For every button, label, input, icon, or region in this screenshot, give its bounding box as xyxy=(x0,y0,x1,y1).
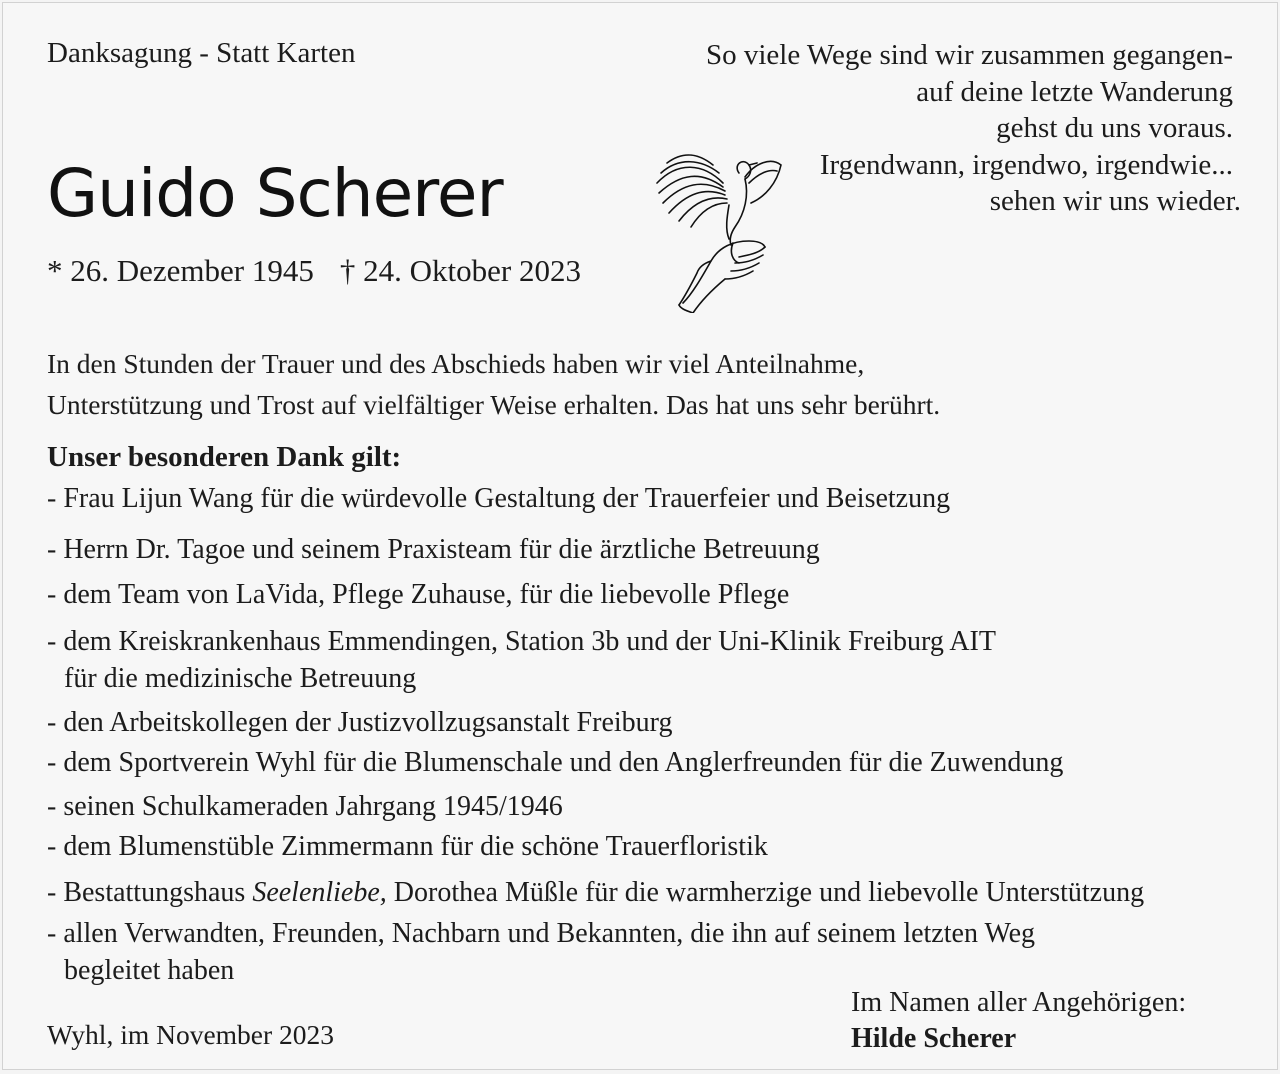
list-item xyxy=(47,534,820,566)
list-item xyxy=(47,623,996,697)
life-dates xyxy=(47,253,581,289)
thanks-heading: Unser besonderen Dank gilt: xyxy=(47,441,402,473)
list-item xyxy=(47,707,672,739)
list-item-text: - dem Team von LaVida, Pflege Zuhause, für die liebevolle Pflege xyxy=(47,579,790,610)
list-item xyxy=(47,915,1035,989)
list-item-continuation: für die medizinische Betreuung xyxy=(64,663,417,694)
poem-line: So viele Wege sind wir zusammen gegangen- xyxy=(705,39,1233,71)
list-item-text: - allen Verwandten, Freunden, Nachbarn und Bekannten, die ihn auf seinem letzten Weg xyxy=(47,918,1036,949)
list-item-continuation: begleitet haben xyxy=(64,955,235,986)
dove-on-hand-icon xyxy=(653,143,783,313)
list-item xyxy=(47,831,768,863)
deceased-name: Guido Scherer xyxy=(47,155,503,232)
poem xyxy=(706,37,1241,220)
on-behalf-line: Im Namen aller Angehörigen: xyxy=(851,987,1187,1018)
list-item-text: - dem Kreiskrankenhaus Emmendingen, Station 3b und der Uni-Klinik Freiburg AIT xyxy=(47,626,996,657)
intro-text xyxy=(47,343,940,425)
list-item-text: - Frau Lijun Wang für die würdevolle Gestaltung der Trauerfeier und Beisetzung xyxy=(47,483,951,514)
list-item xyxy=(47,877,1144,909)
signature-block xyxy=(851,985,1186,1057)
list-item xyxy=(47,579,789,611)
company-name-italic: Seelenliebe, xyxy=(252,877,387,908)
intro-line: In den Stunden der Trauer und des Abschieds haben wir viel Anteilnahme, xyxy=(47,348,865,379)
signer-name: Hilde Scherer xyxy=(851,1023,1017,1054)
poem-line: sehen wir uns wieder. xyxy=(989,185,1241,217)
list-item xyxy=(47,747,1063,779)
list-item xyxy=(47,791,563,823)
list-item xyxy=(47,483,950,515)
poem-line: Irgendwann, irgendwo, irgendwie... xyxy=(819,148,1233,181)
list-item-text: - seinen Schulkameraden Jahrgang 1945/1946 xyxy=(47,791,563,822)
list-item-text: - dem Blumenstüble Zimmermann für die schöne Trauerfloristik xyxy=(47,831,768,862)
list-item-text: Dorothea Müßle für die warmherzige und liebevolle Unterstützung xyxy=(386,877,1145,908)
notice-type: Danksagung - Statt Karten xyxy=(47,37,356,69)
list-item-text: - Bestattungshaus xyxy=(47,877,253,908)
death-date: † 24. Oktober 2023 xyxy=(339,253,581,288)
poem-line: gehst du uns voraus. xyxy=(996,112,1233,144)
list-item-text: - Herrn Dr. Tagoe und seinem Praxisteam für die ärztliche Betreuung xyxy=(47,534,820,565)
place-and-date: Wyhl, im November 2023 xyxy=(47,1019,335,1050)
obituary-notice xyxy=(2,2,1278,1070)
poem-line: auf deine letzte Wanderung xyxy=(916,75,1233,108)
intro-line: Unterstützung und Trost auf vielfältiger Weise erhalten. Das hat uns sehr berührt. xyxy=(47,389,941,420)
birth-date: * 26. Dezember 1945 xyxy=(47,253,314,288)
list-item-text: - den Arbeitskollegen der Justizvollzugsanstalt Freiburg xyxy=(47,707,673,738)
list-item-text: - dem Sportverein Wyhl für die Blumenschale und den Anglerfreunden für die Zuwendung xyxy=(47,747,1064,778)
